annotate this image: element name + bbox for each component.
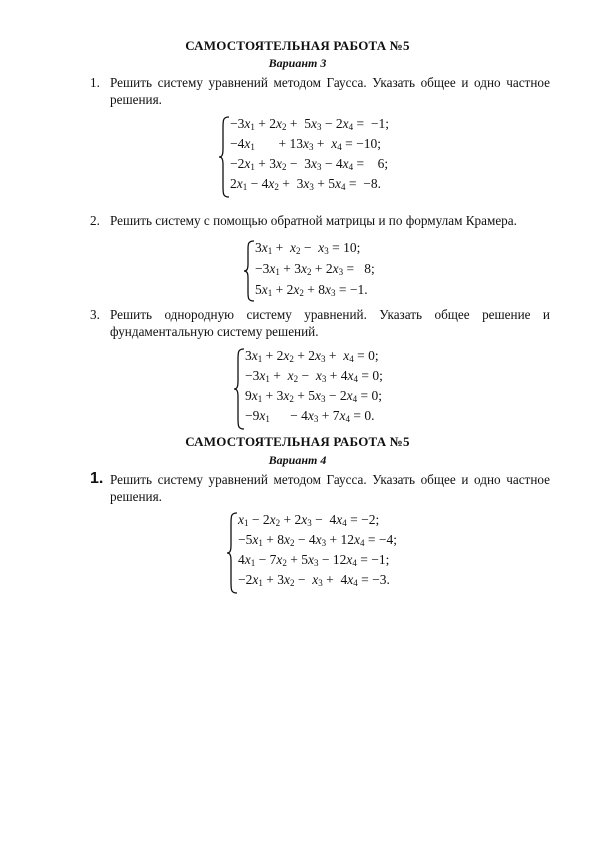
variable: x	[315, 348, 321, 363]
equation-row	[230, 176, 381, 192]
variable: x	[325, 282, 331, 297]
coefficient: + 3	[262, 572, 284, 587]
coefficient: + 3	[279, 261, 301, 276]
variable-index: 2	[290, 538, 295, 548]
coefficient: 2	[230, 176, 237, 191]
right-hand-side: = −4;	[364, 532, 397, 547]
variable-index: 2	[289, 394, 294, 404]
variable: x	[244, 136, 251, 151]
coefficient: − 4	[247, 176, 269, 191]
variable: x	[244, 552, 251, 567]
coefficient: + 2	[254, 116, 276, 131]
equation-row	[238, 512, 379, 528]
variable: x	[315, 532, 322, 547]
variable-index: 4	[352, 394, 358, 404]
variable: x	[347, 572, 354, 587]
coefficient: − 2	[248, 512, 270, 527]
variable-index: 3	[324, 246, 329, 256]
variable-index: 2	[307, 267, 312, 277]
coefficient: + 2	[293, 348, 315, 363]
variable: x	[236, 176, 243, 191]
coefficient: + 3	[262, 388, 284, 403]
right-hand-side: = 0.	[350, 408, 375, 423]
coefficient: −3	[255, 261, 270, 276]
variable-index: 1	[275, 267, 280, 277]
equation-system-1	[218, 116, 478, 200]
task-1-v4	[90, 471, 550, 505]
equation-row	[238, 532, 397, 548]
equation-row	[238, 552, 389, 568]
coefficient: + 2	[280, 512, 302, 527]
variable-index: 3	[338, 267, 344, 277]
left-brace	[243, 240, 255, 302]
task-text: Решить систему уравнений методом Гаусса. Указать общее и одно частное решения.	[110, 75, 550, 107]
coefficient: 5	[255, 282, 262, 297]
variable: x	[276, 156, 282, 171]
variable: x	[301, 261, 307, 276]
coefficient: + 3	[278, 176, 304, 191]
variable-index: 3	[321, 354, 326, 364]
right-hand-side: = −1.	[335, 282, 368, 297]
coefficient: + 4	[326, 368, 348, 383]
left-brace	[226, 512, 238, 594]
variable: x	[276, 116, 282, 131]
variable: x	[354, 532, 360, 547]
coefficient: −3	[245, 368, 260, 383]
variable: x	[312, 572, 319, 587]
variable: x	[331, 136, 338, 151]
right-hand-side: = −8.	[345, 176, 381, 191]
variable-index: 1	[267, 246, 273, 256]
coefficient: + 8	[262, 532, 284, 547]
task-text: Решить систему с помощью обратной матрицы и по формулам Крамера.	[110, 213, 517, 228]
variable: x	[261, 282, 268, 297]
variable-index: 1	[258, 578, 263, 588]
variable-index: 2	[282, 558, 287, 568]
section-title: САМОСТОЯТЕЛЬНАЯ РАБОТА №5	[185, 434, 410, 449]
variable-index: 4	[352, 558, 357, 568]
coefficient: − 4	[269, 408, 308, 423]
equation-row	[255, 261, 375, 277]
variable: x	[311, 156, 317, 171]
left-brace	[233, 348, 245, 430]
variable: x	[269, 261, 276, 276]
variable-index: 2	[282, 162, 287, 172]
variable-index: 4	[342, 518, 347, 528]
variable-index: 4	[345, 414, 350, 424]
coefficient: − 3	[286, 156, 311, 171]
right-hand-side: = 10;	[328, 240, 361, 255]
right-hand-side: = −1;	[356, 552, 390, 567]
section-title: САМОСТОЯТЕЛЬНАЯ РАБОТА №5	[185, 38, 410, 53]
variable-index: 4	[353, 578, 358, 588]
variable: x	[287, 368, 294, 383]
variable: x	[347, 368, 354, 383]
equation-row	[245, 408, 375, 424]
equation-system-4	[226, 512, 466, 596]
equation-system-2	[243, 240, 443, 304]
variable-index: 1	[244, 518, 249, 528]
variable-index: 1	[250, 122, 255, 132]
coefficient: − 7	[255, 552, 277, 567]
variable: x	[290, 240, 296, 255]
variable-index: 2	[282, 122, 287, 132]
variable: x	[311, 116, 317, 131]
coefficient: −	[298, 368, 316, 383]
variable-index: 1	[258, 538, 263, 548]
variable: x	[346, 388, 353, 403]
variable: x	[315, 388, 321, 403]
variable-index: 2	[293, 374, 299, 384]
variable: x	[342, 156, 349, 171]
task-number: 1.	[90, 470, 104, 487]
coefficient: + 3	[254, 156, 276, 171]
coefficient: + 5	[286, 116, 311, 131]
variable: x	[238, 512, 244, 527]
variable-index: 3	[317, 122, 322, 132]
variable-index: 4	[337, 142, 342, 152]
coefficient: 3	[255, 240, 262, 255]
task-number: 2.	[90, 213, 100, 228]
right-hand-side: = 0;	[353, 348, 379, 363]
variable: x	[336, 512, 343, 527]
task-text: Решить однородную систему уравнений. Указать общее решение и фундаментальную систему решений.	[110, 307, 550, 339]
variable-index: 1	[257, 354, 263, 364]
coefficient: + 13	[254, 136, 303, 151]
variable-index: 2	[289, 354, 294, 364]
coefficient: −	[300, 240, 319, 255]
equation-row	[255, 240, 360, 256]
right-hand-side: = −10;	[341, 136, 381, 151]
coefficient: − 12	[318, 552, 347, 567]
coefficient: −9	[245, 408, 260, 423]
variable-index: 2	[299, 288, 304, 298]
coefficient: −5	[238, 532, 253, 547]
coefficient: + 4	[322, 572, 348, 587]
coefficient: +	[313, 136, 332, 151]
variable-index: 3	[321, 374, 327, 384]
coefficient: 9	[245, 388, 252, 403]
coefficient: −4	[230, 136, 245, 151]
coefficient: −2	[238, 572, 253, 587]
variable-index: 1	[250, 162, 255, 172]
variable-index: 3	[313, 414, 319, 424]
variable: x	[259, 408, 266, 423]
equation-row	[238, 572, 390, 588]
variable-index: 1	[267, 288, 273, 298]
variable-index: 1	[250, 558, 256, 568]
variable: x	[251, 388, 258, 403]
variant-label: Вариант 3	[268, 56, 327, 70]
variable: x	[244, 116, 251, 131]
variable-index: 3	[309, 182, 314, 192]
coefficient: + 2	[272, 282, 294, 297]
equation-row	[230, 136, 381, 152]
task-1-v3	[90, 74, 550, 108]
task-text: Решить систему уравнений методом Гаусса. Указать общее и одно частное решения.	[110, 472, 550, 504]
equation-row	[245, 368, 383, 384]
task-number: 1.	[90, 75, 100, 90]
coefficient: + 12	[326, 532, 354, 547]
variable: x	[244, 156, 251, 171]
right-hand-side: = 0;	[357, 388, 382, 403]
right-hand-side: = 6;	[353, 156, 389, 171]
coefficient: +	[272, 240, 290, 255]
variable-index: 3	[331, 288, 336, 298]
coefficient: 3	[245, 348, 252, 363]
coefficient: − 4	[294, 532, 316, 547]
variable-index: 3	[321, 538, 327, 548]
variable: x	[308, 552, 314, 567]
variable-index: 3	[309, 142, 314, 152]
variable: x	[269, 512, 276, 527]
left-brace	[218, 116, 230, 198]
variable-index: 4	[353, 374, 358, 384]
variable: x	[252, 532, 259, 547]
coefficient: − 4	[321, 156, 343, 171]
coefficient: − 4	[311, 512, 337, 527]
right-hand-side: = −1;	[353, 116, 389, 131]
right-hand-side: = 8;	[343, 261, 375, 276]
equation-system-3	[233, 348, 453, 432]
variable-index: 3	[321, 394, 326, 404]
variable-index: 1	[250, 142, 255, 152]
variable: x	[342, 116, 349, 131]
variable: x	[283, 388, 290, 403]
variable-index: 3	[318, 578, 323, 588]
coefficient: + 8	[303, 282, 325, 297]
variable: x	[276, 552, 283, 567]
variable: x	[307, 408, 314, 423]
variable-index: 1	[257, 394, 263, 404]
coefficient: −3	[230, 116, 245, 131]
coefficient: + 5	[286, 552, 308, 567]
variable: x	[284, 572, 290, 587]
equation-row	[245, 388, 382, 404]
coefficient: −	[294, 572, 313, 587]
coefficient: + 5	[313, 176, 335, 191]
variable-index: 3	[317, 162, 322, 172]
coefficient: +	[325, 348, 344, 363]
task-3-v3	[90, 306, 550, 340]
variable: x	[343, 348, 350, 363]
variable-index: 4	[341, 182, 346, 192]
variable: x	[318, 240, 325, 255]
variable-index: 1	[265, 414, 270, 424]
coefficient: − 2	[325, 388, 347, 403]
variable: x	[315, 368, 322, 383]
coefficient: −2	[230, 156, 245, 171]
variable-index: 3	[307, 518, 312, 528]
variable-index: 3	[314, 558, 319, 568]
variable-index: 1	[242, 182, 248, 192]
right-hand-side: = −2;	[346, 512, 380, 527]
coefficient: + 7	[318, 408, 340, 423]
variable: x	[284, 532, 290, 547]
variable-index: 1	[265, 374, 270, 384]
equation-row	[245, 348, 379, 364]
variable: x	[268, 176, 275, 191]
coefficient: − 2	[321, 116, 343, 131]
variable: x	[252, 572, 259, 587]
coefficient: 4	[238, 552, 245, 567]
variable: x	[261, 240, 268, 255]
coefficient: + 2	[262, 348, 284, 363]
equation-row	[230, 116, 389, 132]
variable-index: 2	[296, 246, 301, 256]
variant-label: Вариант 4	[268, 453, 327, 467]
variable: x	[346, 552, 353, 567]
variable: x	[259, 368, 266, 383]
variable-index: 2	[275, 518, 281, 528]
variable: x	[339, 408, 346, 423]
coefficient: + 2	[311, 261, 333, 276]
variable: x	[293, 282, 300, 297]
variable-index: 4	[348, 122, 354, 132]
right-hand-side: = −3.	[357, 572, 390, 587]
coefficient: +	[269, 368, 288, 383]
equation-row	[255, 282, 368, 298]
variable-index: 4	[348, 162, 354, 172]
variable-index: 4	[360, 538, 365, 548]
variable: x	[332, 261, 339, 276]
variable: x	[335, 176, 341, 191]
coefficient: + 5	[293, 388, 315, 403]
equation-row	[230, 156, 388, 172]
variable-index: 4	[349, 354, 354, 364]
variable: x	[301, 512, 308, 527]
task-number: 3.	[90, 307, 100, 322]
variable-index: 2	[274, 182, 279, 192]
variable-index: 2	[290, 578, 295, 588]
variable: x	[303, 136, 309, 151]
variable: x	[303, 176, 310, 191]
variable: x	[283, 348, 290, 363]
right-hand-side: = 0;	[358, 368, 383, 383]
variable: x	[251, 348, 258, 363]
